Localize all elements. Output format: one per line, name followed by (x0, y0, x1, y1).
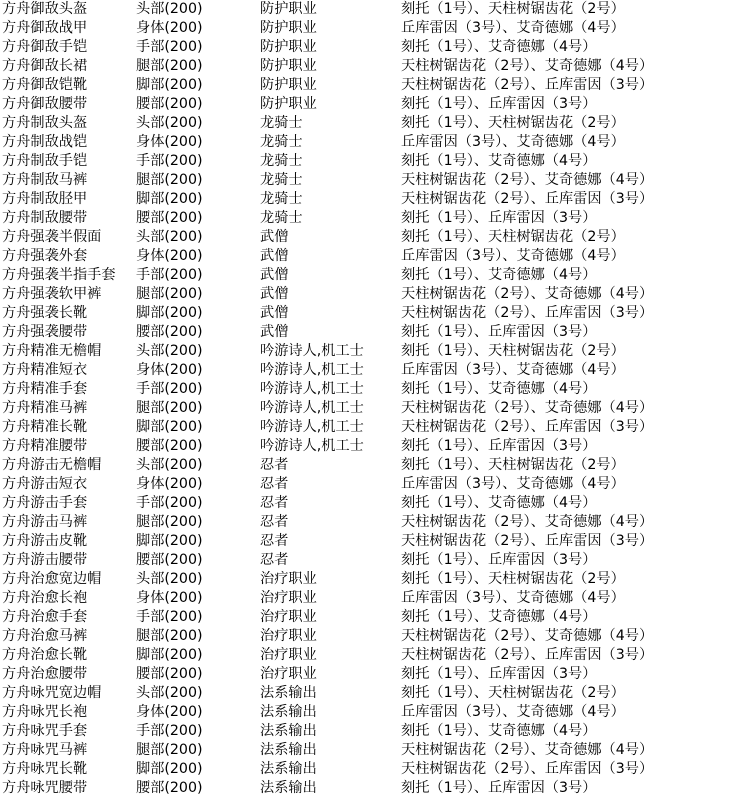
cell-item-name: 方舟精准腰带 (2, 438, 88, 454)
table-row (0, 19, 751, 38)
table-row (0, 589, 751, 608)
cell-item-name: 方舟御敌头盔 (2, 1, 88, 17)
cell-drop-source: 刻托（1号）、艾奇德娜（4号） (401, 723, 597, 739)
table-row (0, 38, 751, 57)
cell-item-name: 方舟精准马裤 (2, 400, 88, 416)
cell-drop-source: 刻托（1号）、天柱树锯齿花（2号） (401, 571, 625, 587)
cell-slot-level: 身体(200) (136, 476, 203, 492)
cell-job-role: 法系输出 (260, 704, 317, 720)
table-row (0, 722, 751, 741)
cell-job-role: 法系输出 (260, 685, 317, 701)
cell-slot-level: 脚部(200) (136, 761, 203, 777)
cell-drop-source: 刻托（1号）、天柱树锯齿花（2号） (401, 229, 625, 245)
cell-item-name: 方舟咏咒长靴 (2, 761, 88, 777)
cell-slot-level: 腰部(200) (136, 438, 203, 454)
cell-slot-level: 手部(200) (136, 381, 203, 397)
cell-job-role: 武僧 (260, 286, 289, 302)
table-row (0, 361, 751, 380)
cell-slot-level: 脚部(200) (136, 647, 203, 663)
cell-slot-level: 脚部(200) (136, 419, 203, 435)
cell-slot-level: 手部(200) (136, 39, 203, 55)
cell-drop-source: 刻托（1号）、艾奇德娜（4号） (401, 39, 597, 55)
cell-job-role: 治疗职业 (260, 628, 317, 644)
table-row (0, 551, 751, 570)
table-row (0, 570, 751, 589)
cell-slot-level: 身体(200) (136, 134, 203, 150)
cell-item-name: 方舟制敌腰带 (2, 210, 88, 226)
cell-job-role: 忍者 (260, 495, 289, 511)
cell-item-name: 方舟治愈长袍 (2, 590, 88, 606)
cell-drop-source: 天柱树锯齿花（2号）、丘库雷因（3号） (401, 533, 654, 549)
cell-slot-level: 身体(200) (136, 362, 203, 378)
cell-slot-level: 腿部(200) (136, 742, 203, 758)
table-row (0, 760, 751, 779)
cell-job-role: 治疗职业 (260, 666, 317, 682)
cell-item-name: 方舟治愈长靴 (2, 647, 88, 663)
cell-item-name: 方舟强袭腰带 (2, 324, 88, 340)
table-row (0, 399, 751, 418)
cell-slot-level: 脚部(200) (136, 77, 203, 93)
cell-drop-source: 刻托（1号）、天柱树锯齿花（2号） (401, 685, 625, 701)
cell-item-name: 方舟游击腰带 (2, 552, 88, 568)
cell-drop-source: 丘库雷因（3号）、艾奇德娜（4号） (401, 134, 625, 150)
cell-item-name: 方舟强袭半指手套 (2, 267, 116, 283)
cell-item-name: 方舟制敌战铠 (2, 134, 88, 150)
cell-job-role: 防护职业 (260, 77, 317, 93)
table-row (0, 437, 751, 456)
cell-slot-level: 头部(200) (136, 457, 203, 473)
cell-item-name: 方舟游击马裤 (2, 514, 88, 530)
cell-slot-level: 腿部(200) (136, 58, 203, 74)
cell-item-name: 方舟制敌头盔 (2, 115, 88, 131)
cell-slot-level: 头部(200) (136, 1, 203, 17)
table-row (0, 380, 751, 399)
cell-slot-level: 腿部(200) (136, 400, 203, 416)
cell-drop-source: 丘库雷因（3号）、艾奇德娜（4号） (401, 362, 625, 378)
cell-drop-source: 刻托（1号）、丘库雷因（3号） (401, 438, 597, 454)
cell-drop-source: 天柱树锯齿花（2号）、丘库雷因（3号） (401, 77, 654, 93)
cell-item-name: 方舟御敌腰带 (2, 96, 88, 112)
cell-job-role: 武僧 (260, 305, 289, 321)
cell-job-role: 法系输出 (260, 780, 317, 796)
cell-slot-level: 头部(200) (136, 343, 203, 359)
table-row (0, 703, 751, 722)
cell-item-name: 方舟游击皮靴 (2, 533, 88, 549)
cell-drop-source: 刻托（1号）、艾奇德娜（4号） (401, 153, 597, 169)
cell-job-role: 吟游诗人,机工士 (260, 419, 364, 435)
cell-job-role: 忍者 (260, 457, 289, 473)
cell-job-role: 治疗职业 (260, 571, 317, 587)
cell-job-role: 防护职业 (260, 20, 317, 36)
cell-drop-source: 刻托（1号）、天柱树锯齿花（2号） (401, 343, 625, 359)
table-row (0, 266, 751, 285)
cell-slot-level: 头部(200) (136, 115, 203, 131)
table-row (0, 247, 751, 266)
cell-item-name: 方舟强袭长靴 (2, 305, 88, 321)
cell-item-name: 方舟御敌铠靴 (2, 77, 88, 93)
cell-slot-level: 脚部(200) (136, 191, 203, 207)
cell-drop-source: 刻托（1号）、丘库雷因（3号） (401, 552, 597, 568)
cell-job-role: 龙骑士 (260, 210, 303, 226)
table-row (0, 190, 751, 209)
cell-drop-source: 刻托（1号）、艾奇德娜（4号） (401, 381, 597, 397)
cell-slot-level: 腰部(200) (136, 324, 203, 340)
cell-drop-source: 天柱树锯齿花（2号）、艾奇德娜（4号） (401, 400, 654, 416)
cell-slot-level: 腰部(200) (136, 210, 203, 226)
cell-item-name: 方舟咏咒长袍 (2, 704, 88, 720)
table-row (0, 684, 751, 703)
table-row (0, 627, 751, 646)
cell-slot-level: 头部(200) (136, 229, 203, 245)
cell-drop-source: 天柱树锯齿花（2号）、艾奇德娜（4号） (401, 286, 654, 302)
cell-drop-source: 天柱树锯齿花（2号）、艾奇德娜（4号） (401, 628, 654, 644)
cell-job-role: 治疗职业 (260, 590, 317, 606)
cell-drop-source: 刻托（1号）、天柱树锯齿花（2号） (401, 1, 625, 17)
cell-item-name: 方舟精准长靴 (2, 419, 88, 435)
table-row (0, 209, 751, 228)
table-row (0, 494, 751, 513)
cell-slot-level: 身体(200) (136, 248, 203, 264)
cell-slot-level: 手部(200) (136, 609, 203, 625)
cell-slot-level: 身体(200) (136, 20, 203, 36)
cell-job-role: 武僧 (260, 229, 289, 245)
table-row (0, 418, 751, 437)
table-row (0, 171, 751, 190)
cell-job-role: 忍者 (260, 533, 289, 549)
cell-item-name: 方舟咏咒手套 (2, 723, 88, 739)
table-row (0, 57, 751, 76)
cell-slot-level: 手部(200) (136, 723, 203, 739)
table-row (0, 608, 751, 627)
cell-job-role: 龙骑士 (260, 172, 303, 188)
cell-job-role: 龙骑士 (260, 134, 303, 150)
cell-job-role: 吟游诗人,机工士 (260, 381, 364, 397)
table-row (0, 475, 751, 494)
cell-drop-source: 天柱树锯齿花（2号）、丘库雷因（3号） (401, 419, 654, 435)
cell-slot-level: 手部(200) (136, 495, 203, 511)
cell-item-name: 方舟咏咒宽边帽 (2, 685, 102, 701)
cell-drop-source: 天柱树锯齿花（2号）、艾奇德娜（4号） (401, 172, 654, 188)
cell-drop-source: 刻托（1号）、天柱树锯齿花（2号） (401, 115, 625, 131)
cell-slot-level: 腿部(200) (136, 514, 203, 530)
cell-slot-level: 身体(200) (136, 704, 203, 720)
cell-drop-source: 天柱树锯齿花（2号）、艾奇德娜（4号） (401, 742, 654, 758)
cell-item-name: 方舟咏咒腰带 (2, 780, 88, 796)
cell-slot-level: 头部(200) (136, 571, 203, 587)
cell-drop-source: 刻托（1号）、丘库雷因（3号） (401, 324, 597, 340)
cell-item-name: 方舟精准无檐帽 (2, 343, 102, 359)
cell-item-name: 方舟游击手套 (2, 495, 88, 511)
cell-slot-level: 手部(200) (136, 267, 203, 283)
cell-job-role: 法系输出 (260, 723, 317, 739)
cell-job-role: 防护职业 (260, 39, 317, 55)
cell-item-name: 方舟游击无檐帽 (2, 457, 102, 473)
cell-drop-source: 丘库雷因（3号）、艾奇德娜（4号） (401, 248, 625, 264)
cell-drop-source: 刻托（1号）、天柱树锯齿花（2号） (401, 457, 625, 473)
cell-drop-source: 天柱树锯齿花（2号）、丘库雷因（3号） (401, 761, 654, 777)
cell-item-name: 方舟御敌战甲 (2, 20, 88, 36)
cell-item-name: 方舟治愈宽边帽 (2, 571, 102, 587)
cell-job-role: 防护职业 (260, 58, 317, 74)
cell-slot-level: 身体(200) (136, 590, 203, 606)
table-row (0, 114, 751, 133)
table-row (0, 0, 751, 19)
cell-slot-level: 腰部(200) (136, 552, 203, 568)
cell-drop-source: 丘库雷因（3号）、艾奇德娜（4号） (401, 590, 625, 606)
cell-slot-level: 腰部(200) (136, 780, 203, 796)
cell-item-name: 方舟治愈腰带 (2, 666, 88, 682)
cell-job-role: 吟游诗人,机工士 (260, 400, 364, 416)
cell-item-name: 方舟精准短衣 (2, 362, 88, 378)
cell-drop-source: 刻托（1号）、丘库雷因（3号） (401, 666, 597, 682)
table-row (0, 532, 751, 551)
cell-job-role: 龙骑士 (260, 191, 303, 207)
cell-item-name: 方舟制敌手铠 (2, 153, 88, 169)
cell-item-name: 方舟制敌胫甲 (2, 191, 88, 207)
cell-drop-source: 刻托（1号）、艾奇德娜（4号） (401, 609, 597, 625)
table-row (0, 304, 751, 323)
cell-job-role: 法系输出 (260, 742, 317, 758)
cell-slot-level: 脚部(200) (136, 305, 203, 321)
table-row (0, 285, 751, 304)
cell-slot-level: 腿部(200) (136, 286, 203, 302)
cell-item-name: 方舟制敌马裤 (2, 172, 88, 188)
cell-slot-level: 头部(200) (136, 685, 203, 701)
cell-job-role: 武僧 (260, 248, 289, 264)
table-row (0, 513, 751, 532)
cell-job-role: 防护职业 (260, 96, 317, 112)
cell-slot-level: 脚部(200) (136, 533, 203, 549)
cell-drop-source: 刻托（1号）、艾奇德娜（4号） (401, 267, 597, 283)
cell-job-role: 治疗职业 (260, 609, 317, 625)
cell-job-role: 防护职业 (260, 1, 317, 17)
cell-item-name: 方舟咏咒马裤 (2, 742, 88, 758)
cell-item-name: 方舟御敌长裙 (2, 58, 88, 74)
cell-job-role: 龙骑士 (260, 115, 303, 131)
cell-slot-level: 腰部(200) (136, 96, 203, 112)
table-row (0, 741, 751, 760)
table-row (0, 228, 751, 247)
cell-drop-source: 丘库雷因（3号）、艾奇德娜（4号） (401, 476, 625, 492)
cell-drop-source: 天柱树锯齿花（2号）、丘库雷因（3号） (401, 647, 654, 663)
cell-item-name: 方舟精准手套 (2, 381, 88, 397)
cell-item-name: 方舟游击短衣 (2, 476, 88, 492)
cell-job-role: 忍者 (260, 476, 289, 492)
cell-drop-source: 天柱树锯齿花（2号）、丘库雷因（3号） (401, 305, 654, 321)
cell-item-name: 方舟强袭半假面 (2, 229, 102, 245)
cell-drop-source: 刻托（1号）、丘库雷因（3号） (401, 210, 597, 226)
cell-item-name: 方舟治愈手套 (2, 609, 88, 625)
cell-drop-source: 天柱树锯齿花（2号）、丘库雷因（3号） (401, 191, 654, 207)
cell-drop-source: 丘库雷因（3号）、艾奇德娜（4号） (401, 704, 625, 720)
cell-slot-level: 腰部(200) (136, 666, 203, 682)
cell-slot-level: 腿部(200) (136, 628, 203, 644)
cell-item-name: 方舟强袭外套 (2, 248, 88, 264)
cell-slot-level: 手部(200) (136, 153, 203, 169)
cell-drop-source: 丘库雷因（3号）、艾奇德娜（4号） (401, 20, 625, 36)
table-row (0, 95, 751, 114)
table-row (0, 779, 751, 798)
cell-item-name: 方舟御敌手铠 (2, 39, 88, 55)
cell-job-role: 武僧 (260, 267, 289, 283)
cell-job-role: 吟游诗人,机工士 (260, 438, 364, 454)
cell-job-role: 龙骑士 (260, 153, 303, 169)
table-row (0, 646, 751, 665)
cell-slot-level: 腿部(200) (136, 172, 203, 188)
cell-drop-source: 天柱树锯齿花（2号）、艾奇德娜（4号） (401, 58, 654, 74)
cell-drop-source: 刻托（1号）、艾奇德娜（4号） (401, 495, 597, 511)
cell-item-name: 方舟强袭软甲裤 (2, 286, 102, 302)
table-row (0, 342, 751, 361)
cell-job-role: 武僧 (260, 324, 289, 340)
table-row (0, 456, 751, 475)
cell-drop-source: 刻托（1号）、丘库雷因（3号） (401, 96, 597, 112)
cell-job-role: 法系输出 (260, 761, 317, 777)
cell-drop-source: 天柱树锯齿花（2号）、艾奇德娜（4号） (401, 514, 654, 530)
cell-job-role: 忍者 (260, 552, 289, 568)
table-row (0, 133, 751, 152)
cell-item-name: 方舟治愈马裤 (2, 628, 88, 644)
cell-job-role: 吟游诗人,机工士 (260, 362, 364, 378)
table-row (0, 323, 751, 342)
cell-drop-source: 刻托（1号）、丘库雷因（3号） (401, 780, 597, 796)
table-row (0, 665, 751, 684)
cell-job-role: 吟游诗人,机工士 (260, 343, 364, 359)
table-row (0, 76, 751, 95)
cell-job-role: 治疗职业 (260, 647, 317, 663)
cell-job-role: 忍者 (260, 514, 289, 530)
table-row (0, 152, 751, 171)
